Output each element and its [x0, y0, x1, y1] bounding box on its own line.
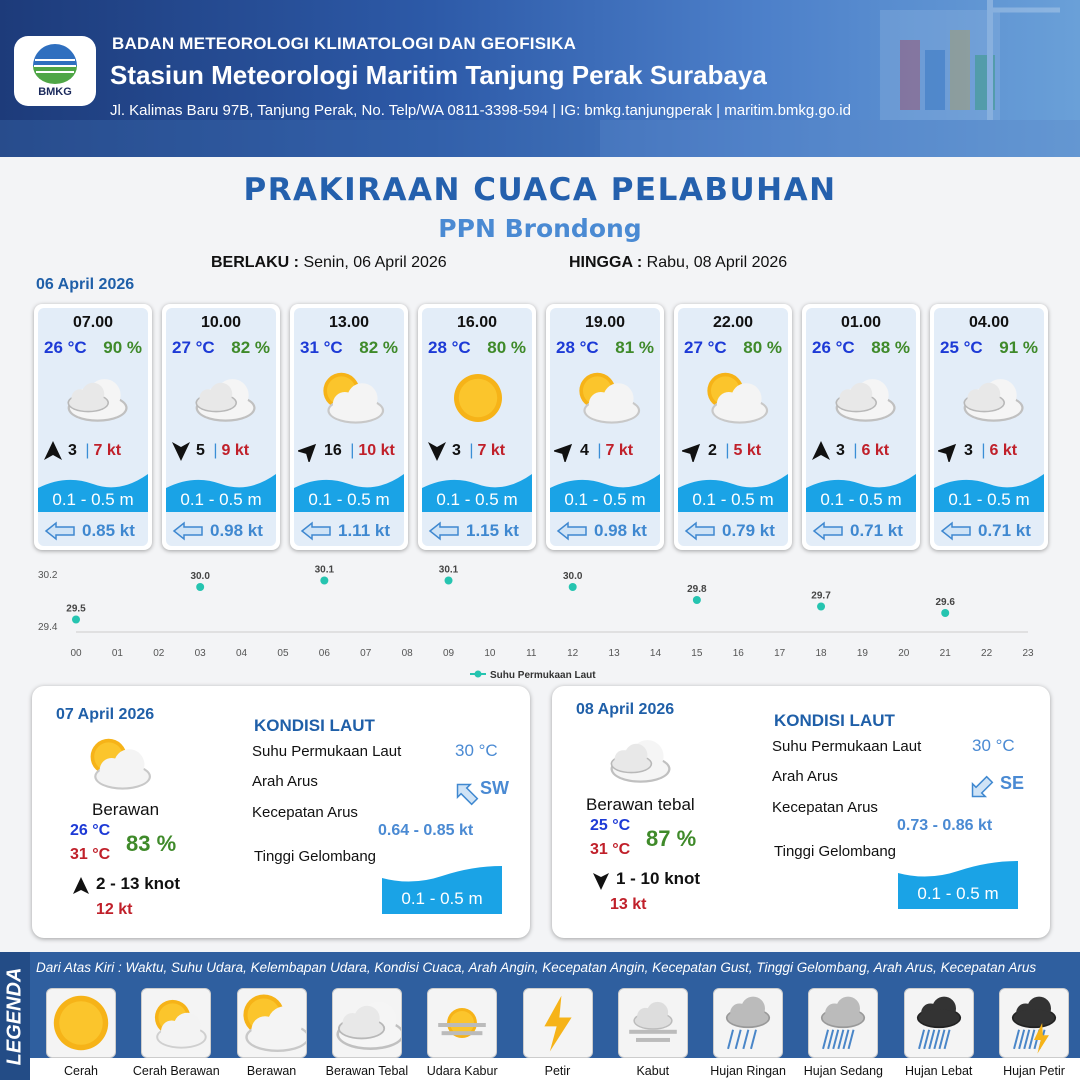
x-tick-label: 06 [318, 648, 330, 659]
legend-item-label: Hujan Ringan [710, 1064, 786, 1078]
berawan-tebal-icon [333, 989, 401, 1057]
x-tick-label: 12 [567, 648, 579, 659]
panel-temp-min: 26 °C [70, 822, 111, 839]
logo-text: BMKG [38, 86, 72, 98]
y-tick-label: 30.2 [38, 570, 58, 581]
card-humidity: 82 % [359, 338, 398, 357]
card-inner [38, 308, 148, 546]
panel-sst-value: 30 °C [972, 736, 1015, 755]
card-current-speed: 0.98 kt [594, 521, 647, 540]
cerah-berawan-icon [142, 989, 210, 1057]
daily-panel [32, 686, 530, 938]
wind-arrow-icon [810, 440, 832, 462]
card-separator: | [208, 442, 218, 459]
petir-icon [524, 989, 592, 1057]
card-wind [810, 440, 914, 462]
valid-from [211, 254, 447, 272]
card-gust: 7 kt [605, 442, 634, 459]
hujan-lebat-icon [905, 989, 973, 1057]
panel-temp-max: 31 °C [590, 841, 631, 858]
current-arrow-icon [428, 521, 460, 541]
legend-label: Suhu Permukaan Laut [490, 670, 596, 681]
x-tick-label: 13 [608, 648, 620, 659]
berawan-icon [314, 368, 386, 428]
card-separator: | [720, 442, 730, 459]
sst-point [941, 609, 949, 617]
card-separator: | [464, 442, 474, 459]
card-humidity: 91 % [999, 338, 1038, 357]
legend-item [141, 988, 211, 1058]
sst-data-label: 29.8 [687, 584, 707, 595]
current-arrow-icon [684, 521, 716, 541]
page-title: PRAKIRAAN CUACA PELABUHAN [243, 172, 837, 208]
card-wave-height: 0.1 - 0.5 m [436, 490, 518, 509]
hujan-sedang-icon [809, 989, 877, 1057]
card-current-speed: 1.11 kt [338, 521, 390, 540]
card-gust: 6 kt [861, 442, 890, 459]
bmkg-logo-icon [27, 44, 83, 84]
x-tick-label: 00 [70, 648, 82, 659]
berawan-tebal-icon [58, 368, 130, 428]
panel-speed-label: Kecepatan Arus [252, 804, 358, 821]
card-wave-height: 0.1 - 0.5 m [52, 490, 134, 509]
card-wind [554, 440, 658, 462]
header-banner [0, 0, 1080, 157]
x-tick-label: 03 [194, 648, 206, 659]
panel-humidity: 83 % [126, 831, 177, 856]
wind-arrow-icon [682, 440, 704, 462]
current-arrow-icon [172, 521, 204, 541]
card-current-speed: 0.79 kt [722, 521, 775, 540]
forecast-card [290, 304, 408, 550]
forecast-card [674, 304, 792, 550]
card-time: 10.00 [200, 314, 242, 331]
hujan-petir-icon [1000, 989, 1068, 1057]
x-tick-label: 10 [484, 648, 496, 659]
x-tick-label: 14 [649, 648, 662, 659]
panel-temp-min: 25 °C [590, 817, 631, 834]
forecast-card [34, 304, 152, 550]
card-inner [294, 308, 404, 546]
card-current [940, 521, 1040, 541]
legend-item [427, 988, 497, 1058]
card-time: 01.00 [840, 314, 882, 331]
card-wind [170, 440, 274, 462]
card-current [812, 521, 912, 541]
hujan-ringan-icon [714, 989, 782, 1057]
bmkg-logo [14, 36, 96, 106]
card-wind-speed: 5 [196, 442, 205, 459]
valid-from-value: Senin, 06 April 2026 [303, 254, 447, 271]
kabut-icon [619, 989, 687, 1057]
sst-data-label: 29.7 [811, 590, 831, 602]
panel-kondisi-title: KONDISI LAUT [774, 711, 895, 730]
sst-point [445, 577, 453, 585]
card-wind-speed: 3 [452, 442, 461, 459]
legend-item-label: Cerah [63, 1064, 99, 1078]
legend-item [618, 988, 688, 1058]
valid-to [569, 254, 787, 272]
legend-item [523, 988, 593, 1058]
x-tick-label: 18 [815, 648, 827, 659]
current-arrow-icon [940, 521, 972, 541]
current-direction-icon [967, 775, 995, 801]
current-arrow-icon [812, 521, 844, 541]
cerah-icon [442, 368, 514, 428]
valid-from-label: BERLAKU : [211, 254, 299, 271]
y-tick-label: 29.4 [38, 622, 58, 633]
sst-point [569, 583, 577, 591]
card-current [556, 521, 656, 541]
current-arrow-icon [556, 521, 588, 541]
card-temp: 27 °C [172, 338, 215, 357]
station-address: Jl. Kalimas Baru 97B, Tanjung Perak, No. Telp/WA 0811-3398-594 | IG: bmkg.tanjungperak | maritim.bmkg.go.id [110, 102, 851, 119]
wind-arrow-icon [938, 440, 960, 462]
legend-item-label: Udara Kabur [426, 1064, 498, 1078]
card-time: 16.00 [456, 314, 498, 331]
sst-point [817, 603, 825, 611]
legend-item [808, 988, 878, 1058]
panel-speed-value: 0.73 - 0.86 kt [897, 817, 993, 834]
legend-note: Dari Atas Kiri : Waktu, Suhu Udara, Kelembapan Udara, Kondisi Cuaca, Arah Angin, Kecepatan Angin, Kecepatan Gust, Tinggi Gelombang, Arah Arus, Kecepatan Arus [36, 960, 1037, 975]
x-tick-label: 15 [691, 648, 703, 659]
current-arrow-icon [300, 521, 332, 541]
x-tick-label: 04 [236, 648, 248, 659]
udara-kabur-icon [428, 989, 496, 1057]
card-wind-speed: 3 [836, 442, 845, 459]
panel-gust: 13 kt [610, 896, 647, 913]
card-gust: 9 kt [221, 442, 250, 459]
x-tick-label: 11 [526, 648, 537, 659]
sst-chart [30, 558, 1050, 690]
card-inner [934, 308, 1044, 546]
card-wave-height: 0.1 - 0.5 m [692, 490, 774, 509]
first-date: 06 April 2026 [36, 276, 135, 293]
legend-item-label: Berawan [246, 1064, 297, 1078]
card-inner [806, 308, 916, 546]
card-humidity: 88 % [871, 338, 910, 357]
daily-panel [552, 686, 1050, 938]
legend-item [46, 988, 116, 1058]
legend-item [713, 988, 783, 1058]
panel-date: 08 April 2026 [576, 701, 675, 718]
panel-condition: Berawan [92, 800, 160, 819]
card-separator: | [345, 442, 355, 459]
forecast-card [418, 304, 536, 550]
panel-direction-value: SW [480, 778, 509, 798]
berawan-icon [238, 989, 306, 1057]
current-arrow-icon [44, 521, 76, 541]
card-gust: 10 kt [358, 442, 395, 459]
x-tick-label: 17 [774, 648, 786, 659]
card-inner [422, 308, 532, 546]
card-current-speed: 0.98 kt [210, 521, 263, 540]
card-wave-height: 0.1 - 0.5 m [564, 490, 646, 509]
x-tick-label: 16 [732, 648, 744, 659]
x-tick-label: 19 [856, 648, 868, 659]
panel-wind: 2 - 13 knot [96, 874, 181, 893]
panel-wind: 1 - 10 knot [616, 869, 701, 888]
card-wave-height: 0.1 - 0.5 m [820, 490, 902, 509]
card-separator: | [592, 442, 602, 459]
panel-wave-value: 0.1 - 0.5 m [401, 889, 483, 908]
card-wind-speed: 3 [68, 442, 77, 459]
x-tick-label: 02 [153, 648, 165, 659]
card-current [684, 521, 784, 541]
panel-speed-label: Kecepatan Arus [772, 799, 878, 816]
berawan-icon [698, 368, 770, 428]
x-tick-label: 07 [360, 648, 372, 659]
panel-sst-label: Suhu Permukaan Laut [772, 738, 922, 755]
legend-item-label: Petir [544, 1064, 571, 1078]
org-name: BADAN METEOROLOGI KLIMATOLOGI DAN GEOFISIKA [112, 34, 577, 53]
legend-item-label: Hujan Lebat [904, 1064, 973, 1078]
x-tick-label: 20 [898, 648, 910, 659]
card-wind-speed: 3 [964, 442, 973, 459]
card-wave-height: 0.1 - 0.5 m [180, 490, 262, 509]
card-wind-speed: 2 [708, 442, 717, 459]
card-wind [298, 440, 402, 462]
sst-data-label: 30.1 [314, 564, 335, 576]
current-direction-icon [452, 780, 480, 806]
card-time: 07.00 [72, 314, 114, 331]
panel-gust: 12 kt [96, 901, 133, 918]
panel-sst-label: Suhu Permukaan Laut [252, 743, 402, 760]
legend-item [332, 988, 402, 1058]
sst-point [693, 596, 701, 604]
card-gust: 6 kt [989, 442, 1018, 459]
card-gust: 7 kt [477, 442, 506, 459]
cerah-icon [47, 989, 115, 1057]
card-temp: 31 °C [300, 338, 343, 357]
panel-direction-value: SE [1000, 773, 1025, 793]
panel-kondisi-title: KONDISI LAUT [254, 716, 375, 735]
legend-item-label: Kabut [636, 1064, 670, 1078]
legend-item-label: Hujan Sedang [803, 1064, 883, 1078]
x-tick-label: 08 [401, 648, 413, 659]
wind-arrow-icon [42, 440, 64, 462]
x-tick-label: 23 [1022, 648, 1034, 659]
card-separator: | [848, 442, 858, 459]
legend-item-label: Cerah Berawan [132, 1064, 220, 1078]
legend-item [999, 988, 1069, 1058]
card-current-speed: 0.85 kt [82, 521, 135, 540]
wind-arrow-icon [298, 440, 320, 462]
card-separator: | [80, 442, 90, 459]
panel-speed-value: 0.64 - 0.85 kt [378, 822, 474, 839]
card-temp: 25 °C [940, 338, 983, 357]
card-inner [550, 308, 660, 546]
sst-data-label: 30.0 [562, 571, 583, 582]
sst-data-label: 29.6 [935, 597, 955, 608]
card-current [300, 521, 400, 541]
card-time: 13.00 [328, 314, 370, 331]
card-inner [678, 308, 788, 546]
sst-point [196, 583, 204, 591]
panel-wave-label: Tinggi Gelombang [254, 848, 377, 865]
card-wind-speed: 4 [580, 442, 589, 459]
card-separator: | [976, 442, 986, 459]
wind-arrow-icon [426, 440, 448, 462]
legend-title [2, 952, 28, 1080]
card-temp: 27 °C [684, 338, 727, 357]
berawan-tebal-icon [602, 729, 672, 789]
panel-direction-label: Arah Arus [772, 768, 838, 785]
card-wind [938, 440, 1042, 462]
card-humidity: 80 % [743, 338, 782, 357]
sst-data-label: 30.0 [190, 571, 210, 582]
card-humidity: 90 % [103, 338, 142, 357]
card-inner [166, 308, 276, 546]
card-humidity: 82 % [231, 338, 270, 357]
sst-point [320, 577, 328, 585]
panel-temp-max: 31 °C [70, 846, 111, 863]
card-current [172, 521, 272, 541]
card-temp: 26 °C [812, 338, 855, 357]
panel-condition: Berawan tebal [586, 795, 695, 814]
card-time: 22.00 [712, 314, 754, 331]
card-wind [682, 440, 786, 462]
card-humidity: 80 % [487, 338, 526, 357]
card-wave-height: 0.1 - 0.5 m [948, 490, 1030, 509]
forecast-card [162, 304, 280, 550]
berawan-icon [570, 368, 642, 428]
legend-title-text: LEGENDA [3, 967, 26, 1065]
card-current [428, 521, 528, 541]
forecast-card [802, 304, 920, 550]
card-time: 04.00 [968, 314, 1010, 331]
x-tick-label: 09 [442, 648, 455, 659]
wind-arrow-icon [70, 875, 92, 897]
card-time: 19.00 [584, 314, 626, 331]
page-subtitle: PPN Brondong [438, 214, 642, 243]
legend-item-label: Hujan Petir [1003, 1064, 1065, 1078]
card-current [44, 521, 144, 541]
wind-arrow-icon [170, 440, 192, 462]
card-current-speed: 0.71 kt [850, 521, 903, 540]
x-tick-label: 22 [981, 648, 993, 659]
card-gust: 5 kt [733, 442, 762, 459]
panel-direction-label: Arah Arus [252, 773, 318, 790]
wind-arrow-icon [590, 870, 612, 892]
sst-point [72, 616, 80, 624]
forecast-card [546, 304, 664, 550]
card-humidity: 81 % [615, 338, 654, 357]
card-wind [42, 440, 146, 462]
card-temp: 26 °C [44, 338, 87, 357]
panel-date: 07 April 2026 [56, 706, 155, 723]
sst-data-label: 29.5 [66, 603, 86, 615]
card-current-speed: 1.15 kt [466, 521, 519, 540]
legend-marker [475, 671, 482, 678]
legend-item [904, 988, 974, 1058]
valid-to-value: Rabu, 08 April 2026 [646, 254, 788, 271]
sst-data-label: 30.1 [438, 564, 459, 576]
panel-humidity: 87 % [646, 826, 697, 851]
forecast-card [930, 304, 1048, 550]
legend-item [237, 988, 307, 1058]
berawan-tebal-icon [954, 368, 1026, 428]
card-wind [426, 440, 530, 462]
panel-wave-label: Tinggi Gelombang [774, 843, 897, 860]
panel-sst-value: 30 °C [455, 741, 498, 760]
card-wave-height: 0.1 - 0.5 m [308, 490, 390, 509]
card-gust: 7 kt [93, 442, 122, 459]
x-tick-label: 05 [277, 648, 289, 659]
wind-arrow-icon [554, 440, 576, 462]
panel-wave-value: 0.1 - 0.5 m [917, 884, 999, 903]
berawan-tebal-icon [186, 368, 258, 428]
legend-item-label: Berawan Tebal [325, 1064, 409, 1078]
card-temp: 28 °C [556, 338, 599, 357]
x-tick-label: 21 [939, 648, 951, 659]
card-temp: 28 °C [428, 338, 471, 357]
berawan-tebal-icon [826, 368, 898, 428]
card-current-speed: 0.71 kt [978, 521, 1031, 540]
card-wind-speed: 16 [324, 442, 342, 459]
x-tick-label: 01 [111, 648, 123, 659]
berawan-icon [82, 734, 152, 794]
station-name: Stasiun Meteorologi Maritim Tanjung Perak Surabaya [110, 60, 767, 90]
valid-to-label: HINGGA : [569, 254, 643, 271]
